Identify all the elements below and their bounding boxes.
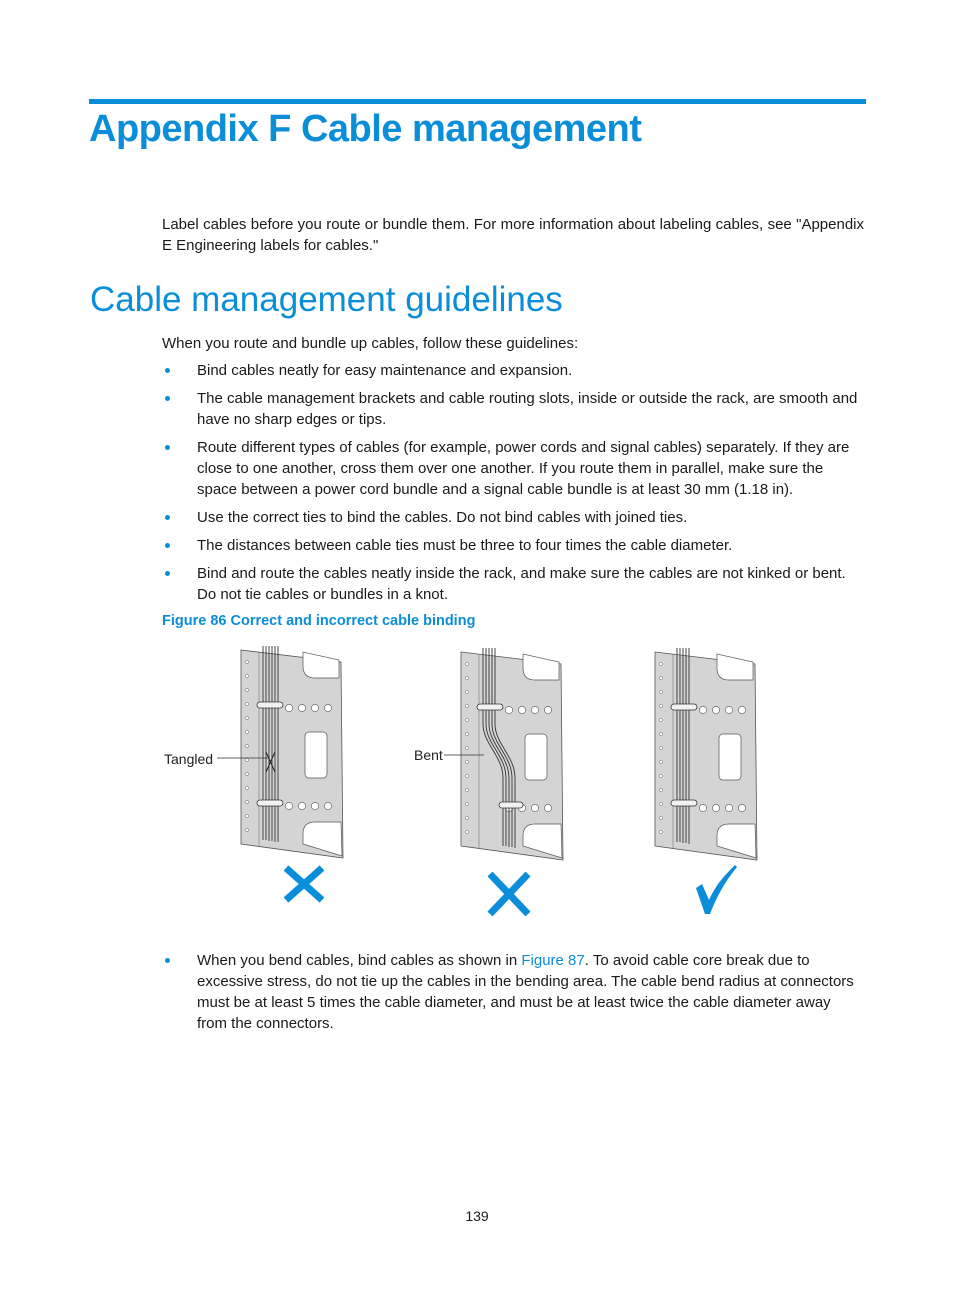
bent-label: Bent [414, 747, 443, 763]
tangled-label: Tangled [164, 751, 214, 767]
intro-paragraph: Label cables before you route or bundle them. For more information about labeling cables, see "Appendix E Engineering labels for cables." [162, 216, 864, 254]
list-item: The cable management brackets and cable routing slots, inside or outside the rack, are smooth and have no sharp edges or tips. [162, 388, 864, 430]
list-item [162, 950, 864, 1034]
bent-cable-panel [461, 648, 563, 860]
list-item: Route different types of cables (for example, power cords and signal cables) separately. If they are close to one another, cross them over one another. If you route them in parallel, make sure the space between a power cord bundle and a signal cable bundle is at least 30 mm (1.18 in). [162, 437, 864, 500]
guidelines-list [162, 360, 864, 612]
figure-87-link[interactable]: Figure 87 [521, 952, 585, 969]
page-number: 139 [465, 1208, 489, 1224]
cross-icon [490, 874, 528, 914]
bend-guideline-list [162, 950, 864, 1034]
check-icon [696, 865, 737, 914]
list-item: The distances between cable ties must be three to four times the cable diameter. [162, 535, 864, 556]
list-item: Use the correct ties to bind the cables. Do not bind cables with joined ties. [162, 507, 864, 528]
cross-icon [286, 868, 322, 900]
correct-cable-panel [655, 648, 757, 860]
guidelines-lead: When you route and bundle up cables, follow these guidelines: [162, 335, 579, 352]
tangled-cable-panel [241, 646, 343, 858]
figure-caption: Figure 86 Correct and incorrect cable binding [162, 613, 476, 629]
list-item: Bind and route the cables neatly inside the rack, and make sure the cables are not kinked or bent. Do not tie cables or bundles in a knot. [162, 563, 864, 605]
bend-text-after: . To avoid cable core break due to excessive stress, do not tie up the cables in the bending area. The cable bend radius at connectors must be at least 5 times the cable diameter, and must be at least twice the cable diameter away from the connectors. [197, 952, 854, 1032]
heading-rule [89, 99, 866, 104]
section-title: Cable management guidelines [90, 280, 563, 319]
bend-text-before: When you bend cables, bind cables as shown in [197, 952, 522, 969]
page-title: Appendix F Cable management [89, 108, 642, 150]
list-item: Bind cables neatly for easy maintenance and expansion. [162, 360, 864, 381]
cable-binding-figure [150, 638, 790, 928]
